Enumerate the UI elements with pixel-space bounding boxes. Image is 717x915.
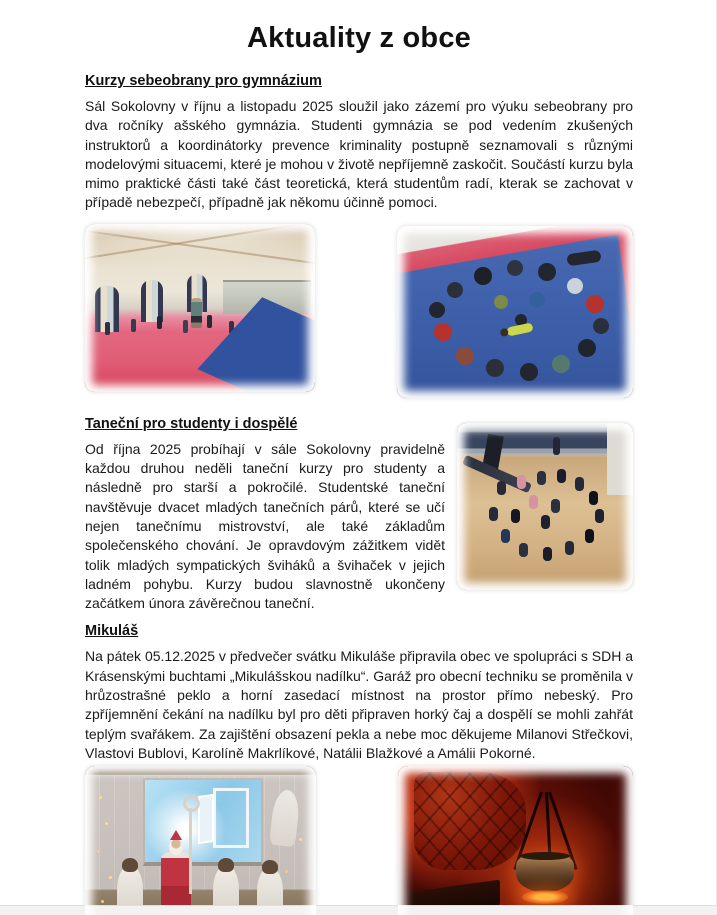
photo-selfdefense-hall bbox=[85, 224, 315, 392]
ceiling-rib bbox=[85, 224, 315, 266]
photo-dance-course bbox=[457, 423, 633, 590]
ceiling-rib bbox=[85, 224, 315, 270]
person-figures bbox=[105, 322, 110, 335]
section-paragraph-tanecni bbox=[85, 440, 633, 614]
photo-row-sebeobrana bbox=[85, 224, 633, 398]
bishop-staff bbox=[189, 808, 192, 894]
cauldron bbox=[516, 854, 574, 892]
person-figures bbox=[541, 515, 550, 529]
photo-selfdefense-circle bbox=[397, 226, 633, 398]
section-paragraph-mikulas bbox=[85, 647, 633, 763]
fairy-lights bbox=[99, 796, 102, 799]
photo-heaven-scene bbox=[85, 766, 316, 915]
paragraph-text: Na pátek 05.12.2025 v předvečer svátku Mikuláše připravila obec ve spolupráci s SDH a Krásenskými buchtami „Mikulášskou nadílku“. Garáž pro obecní techniku se proměnila v hrůzostrašné peklo a horní zasedací místnost na prostor přímo nebeský. Pro zpříjemnění čekání na nadílku byl pro děti připraven horký čaj a dospělí se mohli zahřát teplým svařákem. Za zajištění obsazení pekla a nebe moc děkujeme Milanovi Střečkovi, Vlastovi Bublovi, Karolíně Makrlíkové, Natálii Blažkové a Amálii Pokorné. bbox=[85, 648, 633, 761]
projection-screen bbox=[143, 778, 263, 866]
page-bottom-gap bbox=[0, 905, 717, 915]
person-figure bbox=[553, 437, 560, 455]
photo-hell-scene bbox=[398, 766, 633, 915]
red-drape bbox=[414, 772, 526, 870]
angel-decoration bbox=[269, 789, 301, 847]
section-paragraph-sebeobrana bbox=[85, 97, 633, 213]
page-title: Aktuality z obce bbox=[247, 22, 471, 54]
section-heading-tanecni: Taneční pro studenty i dospělé bbox=[85, 415, 298, 432]
photo-row-mikulas bbox=[85, 766, 633, 915]
section-heading-sebeobrana: Kurzy sebeobrany pro gymnázium bbox=[85, 73, 322, 89]
fire-glow bbox=[522, 890, 568, 904]
paragraph-text: Od října 2025 probíhají v sále Sokolovny pravidelně každou druhou neděli taneční kurzy pro studenty a následně pro starší a pokročilé. Studentské taneční navštěvuje dvacet mladých tanečních párů, které se učí nejen tanečnímu mistrovství, ale také základům společenského chování. Je opravdovým zážitkem vidět tolik mladých sympatických šviháků a švihaček v jejich ladném pohybu. Kurzy budou slavnostně ukončeny začátkem února závěrečnou taneční. bbox=[85, 440, 445, 612]
gym-bag bbox=[566, 249, 601, 266]
section-heading-mikulas: Mikuláš bbox=[85, 623, 139, 640]
sky-window bbox=[213, 788, 249, 848]
person-figure-lying bbox=[506, 322, 533, 336]
hall-wall bbox=[607, 423, 633, 495]
paragraph-text: Sál Sokolovny v říjnu a listopadu 2025 sloužil jako zázemí pro výuku sebeobrany pro dva ročníky ašského gymnázia. Studenti gymnázia se pod vedením zkušených instruktorů a koordinátorky prevence kriminality postupně seznamovali s různými modelovými situacemi, které je mohou v životě nepříjemně zaskočit. Součástí kurzu byla mimo praktické části také část teoretická, která studentům radí, kterak se zachovat v případě nebezpečí, případně jak někomu účinně pomoci. bbox=[85, 98, 633, 211]
gym-window bbox=[141, 280, 163, 322]
person-figure bbox=[191, 298, 202, 328]
